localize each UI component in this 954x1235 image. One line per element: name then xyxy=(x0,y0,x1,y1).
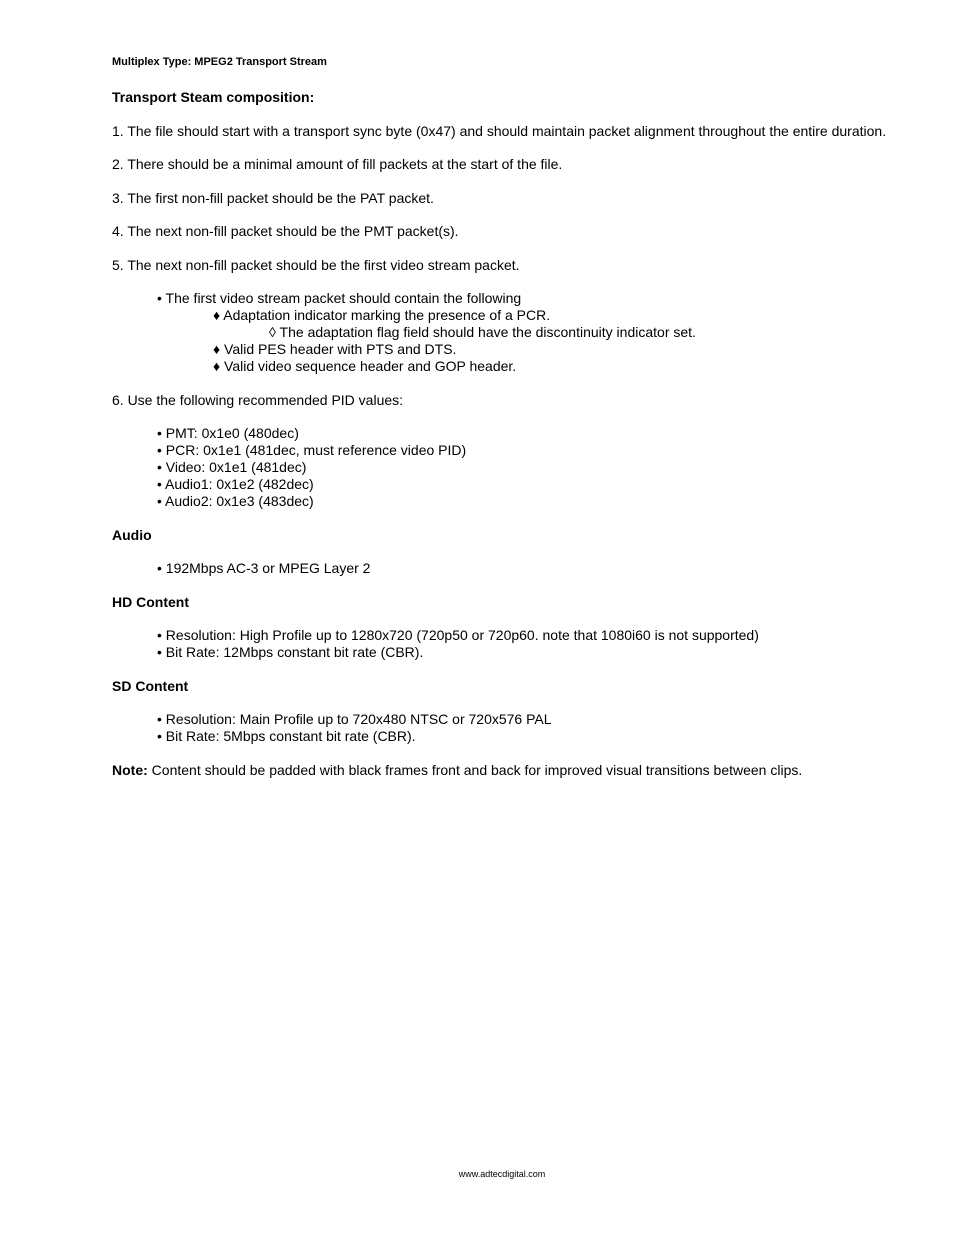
pid-item: • PMT: 0x1e0 (480dec) xyxy=(157,425,299,441)
pid-item: • Video: 0x1e1 (481dec) xyxy=(157,459,307,475)
sd-item: • Resolution: Main Profile up to 720x480 NTSC or 720x576 PAL xyxy=(157,711,552,727)
composition-item-2: 2. There should be a minimal amount of fill packets at the start of the file. xyxy=(112,156,563,172)
audio-item: • 192Mbps AC-3 or MPEG Layer 2 xyxy=(157,560,371,576)
hd-heading: HD Content xyxy=(112,593,189,610)
pid-item: • Audio1: 0x1e2 (482dec) xyxy=(157,476,314,492)
composition-item-5: 5. The next non-fill packet should be the first video stream packet. xyxy=(112,256,520,273)
pid-item: • Audio2: 0x1e3 (483dec) xyxy=(157,493,314,509)
sd-heading: SD Content xyxy=(112,677,189,694)
sd-item: • Bit Rate: 5Mbps constant bit rate (CBR). xyxy=(157,728,416,744)
document-body xyxy=(112,89,912,779)
note-paragraph xyxy=(112,762,912,779)
composition-item-6: 6. Use the following recommended PID values: xyxy=(112,391,404,408)
audio-heading: Audio xyxy=(112,526,152,543)
hd-item: • Bit Rate: 12Mbps constant bit rate (CBR). xyxy=(157,644,424,660)
video-packet-bullet: • The first video stream packet should contain the following xyxy=(157,290,522,306)
pid-item: • PCR: 0x1e1 (481dec, must reference video PID) xyxy=(157,442,467,458)
composition-item-4: 4. The next non-fill packet should be the PMT packet(s). xyxy=(112,223,459,239)
page-header: Multiplex Type: MPEG2 Transport Stream xyxy=(112,56,327,68)
note-label: Note: xyxy=(112,761,148,778)
note-text: Content should be padded with black frames front and back for improved visual transitions between clips. xyxy=(147,761,803,778)
video-packet-subitem: ♦ Adaptation indicator marking the presence of a PCR. xyxy=(213,307,551,323)
video-packet-subitem: ♦ Valid video sequence header and GOP header. xyxy=(213,358,517,374)
composition-heading: Transport Steam composition: xyxy=(112,89,315,105)
page-footer-url: www.adtecdigital.com xyxy=(458,1169,546,1179)
composition-item-3: 3. The first non-fill packet should be the PAT packet. xyxy=(112,189,434,206)
video-packet-subitem: ♦ Valid PES header with PTS and DTS. xyxy=(213,341,457,357)
video-packet-subsubitem: ◊ The adaptation flag field should have the discontinuity indicator set. xyxy=(269,324,696,340)
hd-item: • Resolution: High Profile up to 1280x720 (720p50 or 720p60. note that 1080i60 is not supported) xyxy=(157,627,759,643)
composition-item-1: 1. The file should start with a transport sync byte (0x47) and should maintain packet alignment throughout the entire duration. xyxy=(112,122,887,139)
